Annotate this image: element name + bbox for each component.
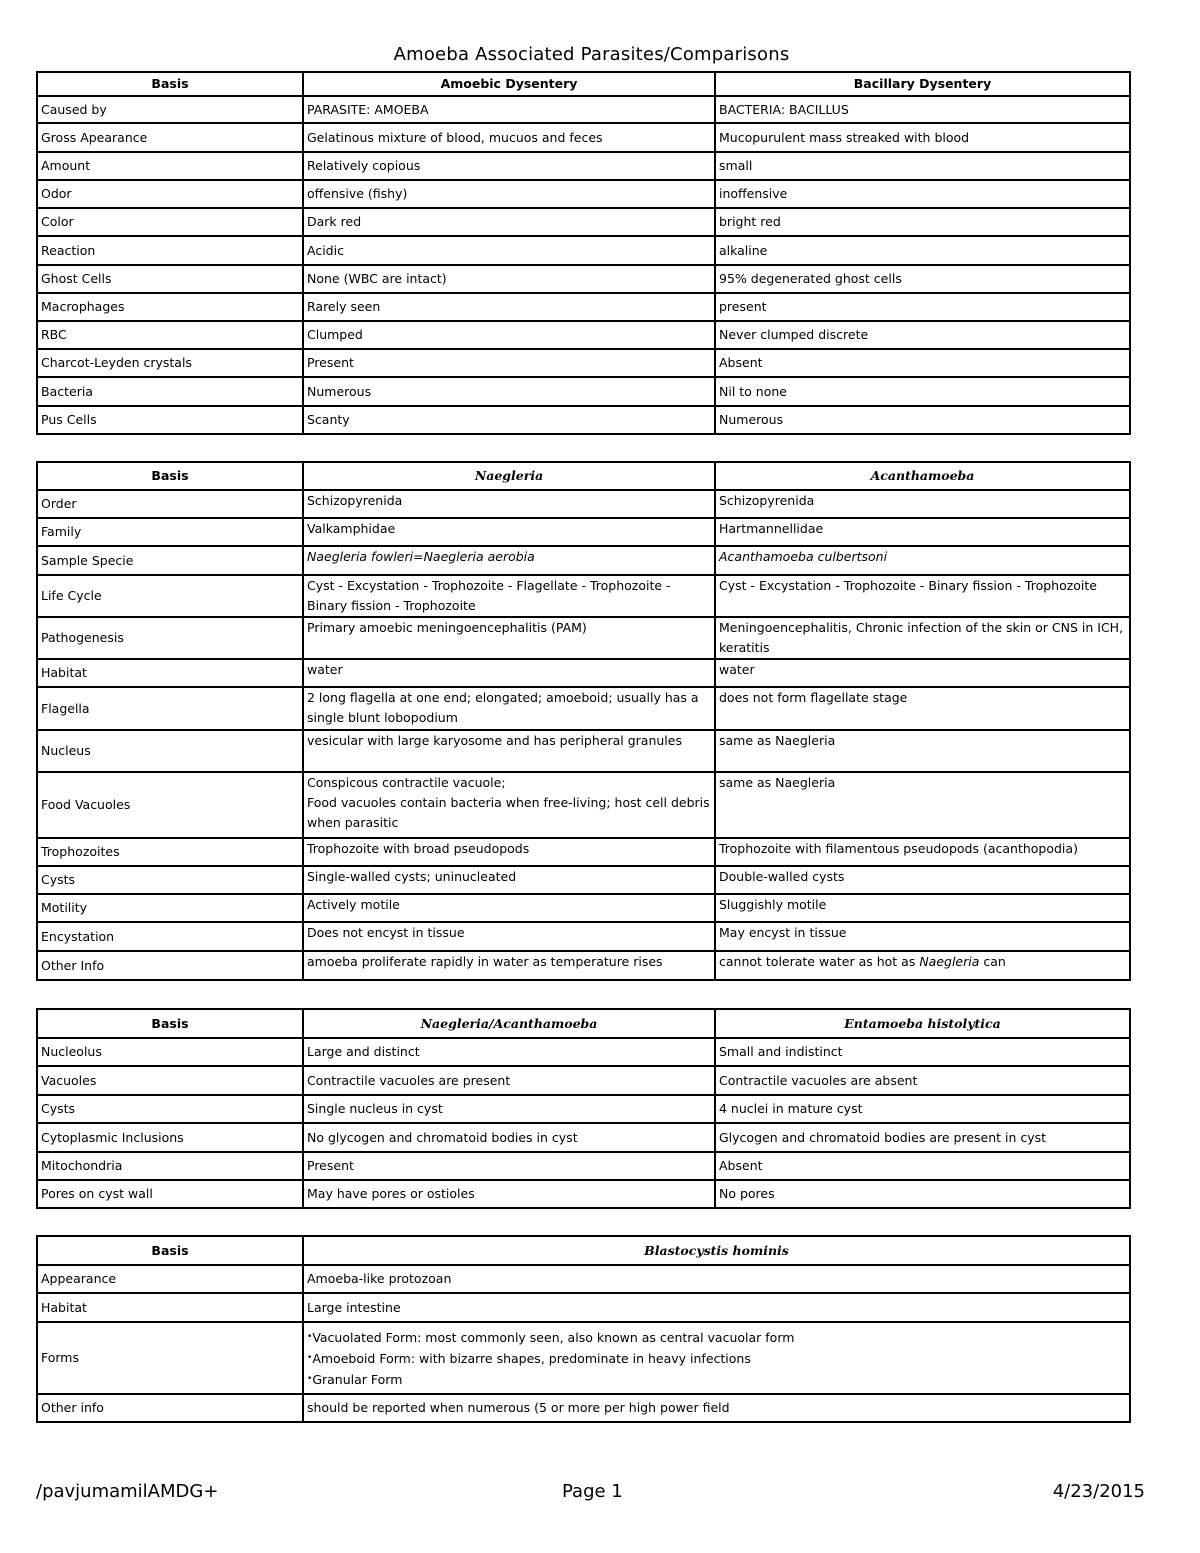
- bacillary-value: small: [715, 152, 1130, 180]
- table-row: [37, 1180, 1130, 1208]
- table-row: [37, 1095, 1130, 1123]
- table-row: [37, 1293, 1130, 1322]
- acanthamoeba-value: Sluggishly motile: [715, 894, 1130, 922]
- table-row: [37, 1123, 1130, 1152]
- amoebic-value: Present: [303, 349, 715, 377]
- row-basis: Appearance: [37, 1265, 303, 1293]
- amoebic-value: Relatively copious: [303, 152, 715, 180]
- forms-list-item: [307, 1348, 1126, 1369]
- bullet-icon: •: [307, 1373, 313, 1384]
- naegleria-acanthamoeba-value: Present: [303, 1152, 715, 1180]
- bacillary-value: Never clumped discrete: [715, 321, 1130, 349]
- table-row: [37, 546, 1130, 575]
- free-living-vs-entamoeba-table: [36, 1008, 1131, 1209]
- naegleria-acanthamoeba-value: May have pores or ostioles: [303, 1180, 715, 1208]
- header-basis: Basis: [37, 1009, 303, 1038]
- row-basis: Pus Cells: [37, 406, 303, 434]
- row-basis: Life Cycle: [37, 575, 303, 617]
- naegleria-acanthamoeba-table: [36, 461, 1131, 981]
- bacillary-value: alkaline: [715, 236, 1130, 265]
- acanthamoeba-value: Cyst - Excystation - Trophozoite - Binary fission - Trophozoite: [715, 575, 1130, 617]
- table-row: [37, 575, 1130, 617]
- row-basis: Trophozoites: [37, 838, 303, 866]
- row-basis: Pathogenesis: [37, 617, 303, 659]
- row-basis: Cytoplasmic Inclusions: [37, 1123, 303, 1152]
- row-basis: Other info: [37, 1394, 303, 1422]
- table-row: [37, 236, 1130, 265]
- bacillary-value: inoffensive: [715, 180, 1130, 208]
- table-row: [37, 922, 1130, 951]
- row-basis: Cysts: [37, 866, 303, 894]
- row-basis: Bacteria: [37, 377, 303, 406]
- table-row: [37, 518, 1130, 546]
- forms-list-item: [307, 1369, 1126, 1390]
- header-basis: Basis: [37, 1236, 303, 1265]
- other-info-tail: can: [979, 954, 1006, 969]
- naegleria-value: Schizopyrenida: [303, 490, 715, 518]
- table-row: [37, 1038, 1130, 1066]
- table-row: [37, 951, 1130, 980]
- row-basis: Caused by: [37, 96, 303, 123]
- naegleria-value: Single-walled cysts; uninucleated: [303, 866, 715, 894]
- row-basis: Mitochondria: [37, 1152, 303, 1180]
- other-info-text: cannot tolerate water as hot as: [719, 954, 920, 969]
- forms-list-item: [307, 1327, 1126, 1348]
- row-basis: RBC: [37, 321, 303, 349]
- header-blastocystis-hominis: Blastocystis hominis: [303, 1236, 1130, 1265]
- acanthamoeba-value: May encyst in tissue: [715, 922, 1130, 951]
- header-acanthamoeba: Acanthamoeba: [715, 462, 1130, 490]
- table-row: [37, 1394, 1130, 1422]
- naegleria-value: Does not encyst in tissue: [303, 922, 715, 951]
- food-vacuole-detail: Food vacuoles contain bacteria when free-living; host cell debris when parasitic: [307, 795, 710, 830]
- table-row: [37, 894, 1130, 922]
- header-basis: Basis: [37, 462, 303, 490]
- row-basis: Color: [37, 208, 303, 236]
- bacillary-value: BACTERIA: BACILLUS: [715, 96, 1130, 123]
- table-row: [37, 349, 1130, 377]
- footer-page-number: Page 1: [562, 1481, 623, 1502]
- amoebic-value: Gelatinous mixture of blood, mucuos and feces: [303, 123, 715, 152]
- row-basis: Charcot-Leyden crystals: [37, 349, 303, 377]
- acanthamoeba-value: Double-walled cysts: [715, 866, 1130, 894]
- footer-date: 4/23/2015: [1052, 1481, 1145, 1502]
- row-basis: Motility: [37, 894, 303, 922]
- amoebic-value: PARASITE: AMOEBA: [303, 96, 715, 123]
- table-row: [37, 123, 1130, 152]
- table-row: [37, 687, 1130, 730]
- row-basis: Habitat: [37, 1293, 303, 1322]
- bacillary-value: Nil to none: [715, 377, 1130, 406]
- amoebic-value: Scanty: [303, 406, 715, 434]
- table-row: [37, 96, 1130, 123]
- table-row: [37, 730, 1130, 772]
- table-row: [37, 1066, 1130, 1095]
- table-row: [37, 180, 1130, 208]
- row-basis: Family: [37, 518, 303, 546]
- table-row: [37, 490, 1130, 518]
- row-basis: Order: [37, 490, 303, 518]
- naegleria-value: Cyst - Excystation - Trophozoite - Flagellate - Trophozoite - Binary fission - Trophozoite: [303, 575, 715, 617]
- bacillary-value: 95% degenerated ghost cells: [715, 265, 1130, 293]
- entamoeba-value: Small and indistinct: [715, 1038, 1130, 1066]
- other-info-genus: Naegleria: [919, 954, 980, 969]
- amoebic-value: Numerous: [303, 377, 715, 406]
- bacillary-value: present: [715, 293, 1130, 321]
- row-basis: Nucleolus: [37, 1038, 303, 1066]
- acanthamoeba-value: does not form flagellate stage: [715, 687, 1130, 730]
- bullet-icon: •: [307, 1352, 313, 1363]
- table-row: [37, 406, 1130, 434]
- naegleria-value: Naegleria fowleri=Naegleria aerobia: [303, 546, 715, 575]
- row-basis: Encystation: [37, 922, 303, 951]
- footer-author: /pavjumamilAMDG+: [36, 1481, 219, 1502]
- amoebic-value: Rarely seen: [303, 293, 715, 321]
- header-entamoeba-histolytica: Entamoeba histolytica: [715, 1009, 1130, 1038]
- entamoeba-value: Absent: [715, 1152, 1130, 1180]
- bacillary-value: Mucopurulent mass streaked with blood: [715, 123, 1130, 152]
- row-basis: Other Info: [37, 951, 303, 980]
- entamoeba-value: Glycogen and chromatoid bodies are present in cyst: [715, 1123, 1130, 1152]
- acanthamoeba-value: Hartmannellidae: [715, 518, 1130, 546]
- entamoeba-value: No pores: [715, 1180, 1130, 1208]
- naegleria-value: water: [303, 659, 715, 687]
- naegleria-value: 2 long flagella at one end; elongated; amoeboid; usually has a single blunt lobopodium: [303, 687, 715, 730]
- table-row: [37, 1152, 1130, 1180]
- naegleria-value: [303, 772, 715, 838]
- blastocystis-value: Large intestine: [303, 1293, 1130, 1322]
- row-basis: Forms: [37, 1322, 303, 1394]
- row-basis: Sample Specie: [37, 546, 303, 575]
- acanthamoeba-value: same as Naegleria: [715, 772, 1130, 838]
- table-row: [37, 293, 1130, 321]
- bacillary-value: Absent: [715, 349, 1130, 377]
- blastocystis-value: should be reported when numerous (5 or more per high power field: [303, 1394, 1130, 1422]
- naegleria-value: amoeba proliferate rapidly in water as temperature rises: [303, 951, 715, 980]
- header-bacillary-dysentery: Bacillary Dysentery: [715, 72, 1130, 96]
- form-label: Vacuolated Form: most commonly seen, also known as central vacuolar form: [312, 1329, 795, 1345]
- row-basis: Flagella: [37, 687, 303, 730]
- row-basis: Habitat: [37, 659, 303, 687]
- naegleria-value: Actively motile: [303, 894, 715, 922]
- naegleria-acanthamoeba-value: No glycogen and chromatoid bodies in cyst: [303, 1123, 715, 1152]
- naegleria-acanthamoeba-value: Large and distinct: [303, 1038, 715, 1066]
- row-basis: Cysts: [37, 1095, 303, 1123]
- page-title: Amoeba Associated Parasites/Comparisons: [393, 44, 790, 65]
- amoebic-value: Dark red: [303, 208, 715, 236]
- naegleria-value: Trophozoite with broad pseudopods: [303, 838, 715, 866]
- row-basis: Nucleus: [37, 730, 303, 772]
- table-row: [37, 265, 1130, 293]
- bullet-icon: •: [307, 1331, 313, 1342]
- forms-list: [303, 1322, 1130, 1394]
- table-row: [37, 321, 1130, 349]
- table-row: [37, 659, 1130, 687]
- amoebic-value: Acidic: [303, 236, 715, 265]
- food-vacuole-line: Conspicous contractile vacuole;: [307, 775, 506, 790]
- table-row: [37, 152, 1130, 180]
- table-row: [37, 377, 1130, 406]
- header-naegleria: Naegleria: [303, 462, 715, 490]
- header-basis: Basis: [37, 72, 303, 96]
- blastocystis-table: [36, 1235, 1131, 1423]
- acanthamoeba-value: water: [715, 659, 1130, 687]
- acanthamoeba-value: [715, 951, 1130, 980]
- acanthamoeba-value: Meningoencephalitis, Chronic infection of the skin or CNS in ICH, keratitis: [715, 617, 1130, 659]
- header-naegleria-acanthamoeba: Naegleria/Acanthamoeba: [303, 1009, 715, 1038]
- row-basis: Macrophages: [37, 293, 303, 321]
- amoebic-value: None (WBC are intact): [303, 265, 715, 293]
- table-row: [37, 838, 1130, 866]
- row-basis: Pores on cyst wall: [37, 1180, 303, 1208]
- form-label: Amoeboid Form: with bizarre shapes, predominate in heavy infections: [312, 1350, 751, 1366]
- table-row: [37, 617, 1130, 659]
- form-label: Granular Form: [312, 1371, 403, 1387]
- blastocystis-value: Amoeba-like protozoan: [303, 1265, 1130, 1293]
- row-basis: Food Vacuoles: [37, 772, 303, 838]
- table-row: [37, 1265, 1130, 1293]
- naegleria-acanthamoeba-value: Single nucleus in cyst: [303, 1095, 715, 1123]
- acanthamoeba-value: same as Naegleria: [715, 730, 1130, 772]
- acanthamoeba-value: Schizopyrenida: [715, 490, 1130, 518]
- naegleria-value: vesicular with large karyosome and has peripheral granules: [303, 730, 715, 772]
- row-basis: Ghost Cells: [37, 265, 303, 293]
- table-row: [37, 208, 1130, 236]
- acanthamoeba-value: Trophozoite with filamentous pseudopods (acanthopodia): [715, 838, 1130, 866]
- row-basis: Odor: [37, 180, 303, 208]
- table-row: [37, 866, 1130, 894]
- naegleria-value: Valkamphidae: [303, 518, 715, 546]
- bacillary-value: Numerous: [715, 406, 1130, 434]
- dysentery-comparison-table: [36, 71, 1131, 435]
- row-basis: Amount: [37, 152, 303, 180]
- entamoeba-value: 4 nuclei in mature cyst: [715, 1095, 1130, 1123]
- entamoeba-value: Contractile vacuoles are absent: [715, 1066, 1130, 1095]
- bacillary-value: bright red: [715, 208, 1130, 236]
- amoebic-value: offensive (fishy): [303, 180, 715, 208]
- table-row: [37, 772, 1130, 838]
- acanthamoeba-value: Acanthamoeba culbertsoni: [715, 546, 1130, 575]
- row-basis: Reaction: [37, 236, 303, 265]
- naegleria-value: Primary amoebic meningoencephalitis (PAM): [303, 617, 715, 659]
- table-row: [37, 1322, 1130, 1394]
- amoebic-value: Clumped: [303, 321, 715, 349]
- header-amoebic-dysentery: Amoebic Dysentery: [303, 72, 715, 96]
- row-basis: Gross Apearance: [37, 123, 303, 152]
- naegleria-acanthamoeba-value: Contractile vacuoles are present: [303, 1066, 715, 1095]
- row-basis: Vacuoles: [37, 1066, 303, 1095]
